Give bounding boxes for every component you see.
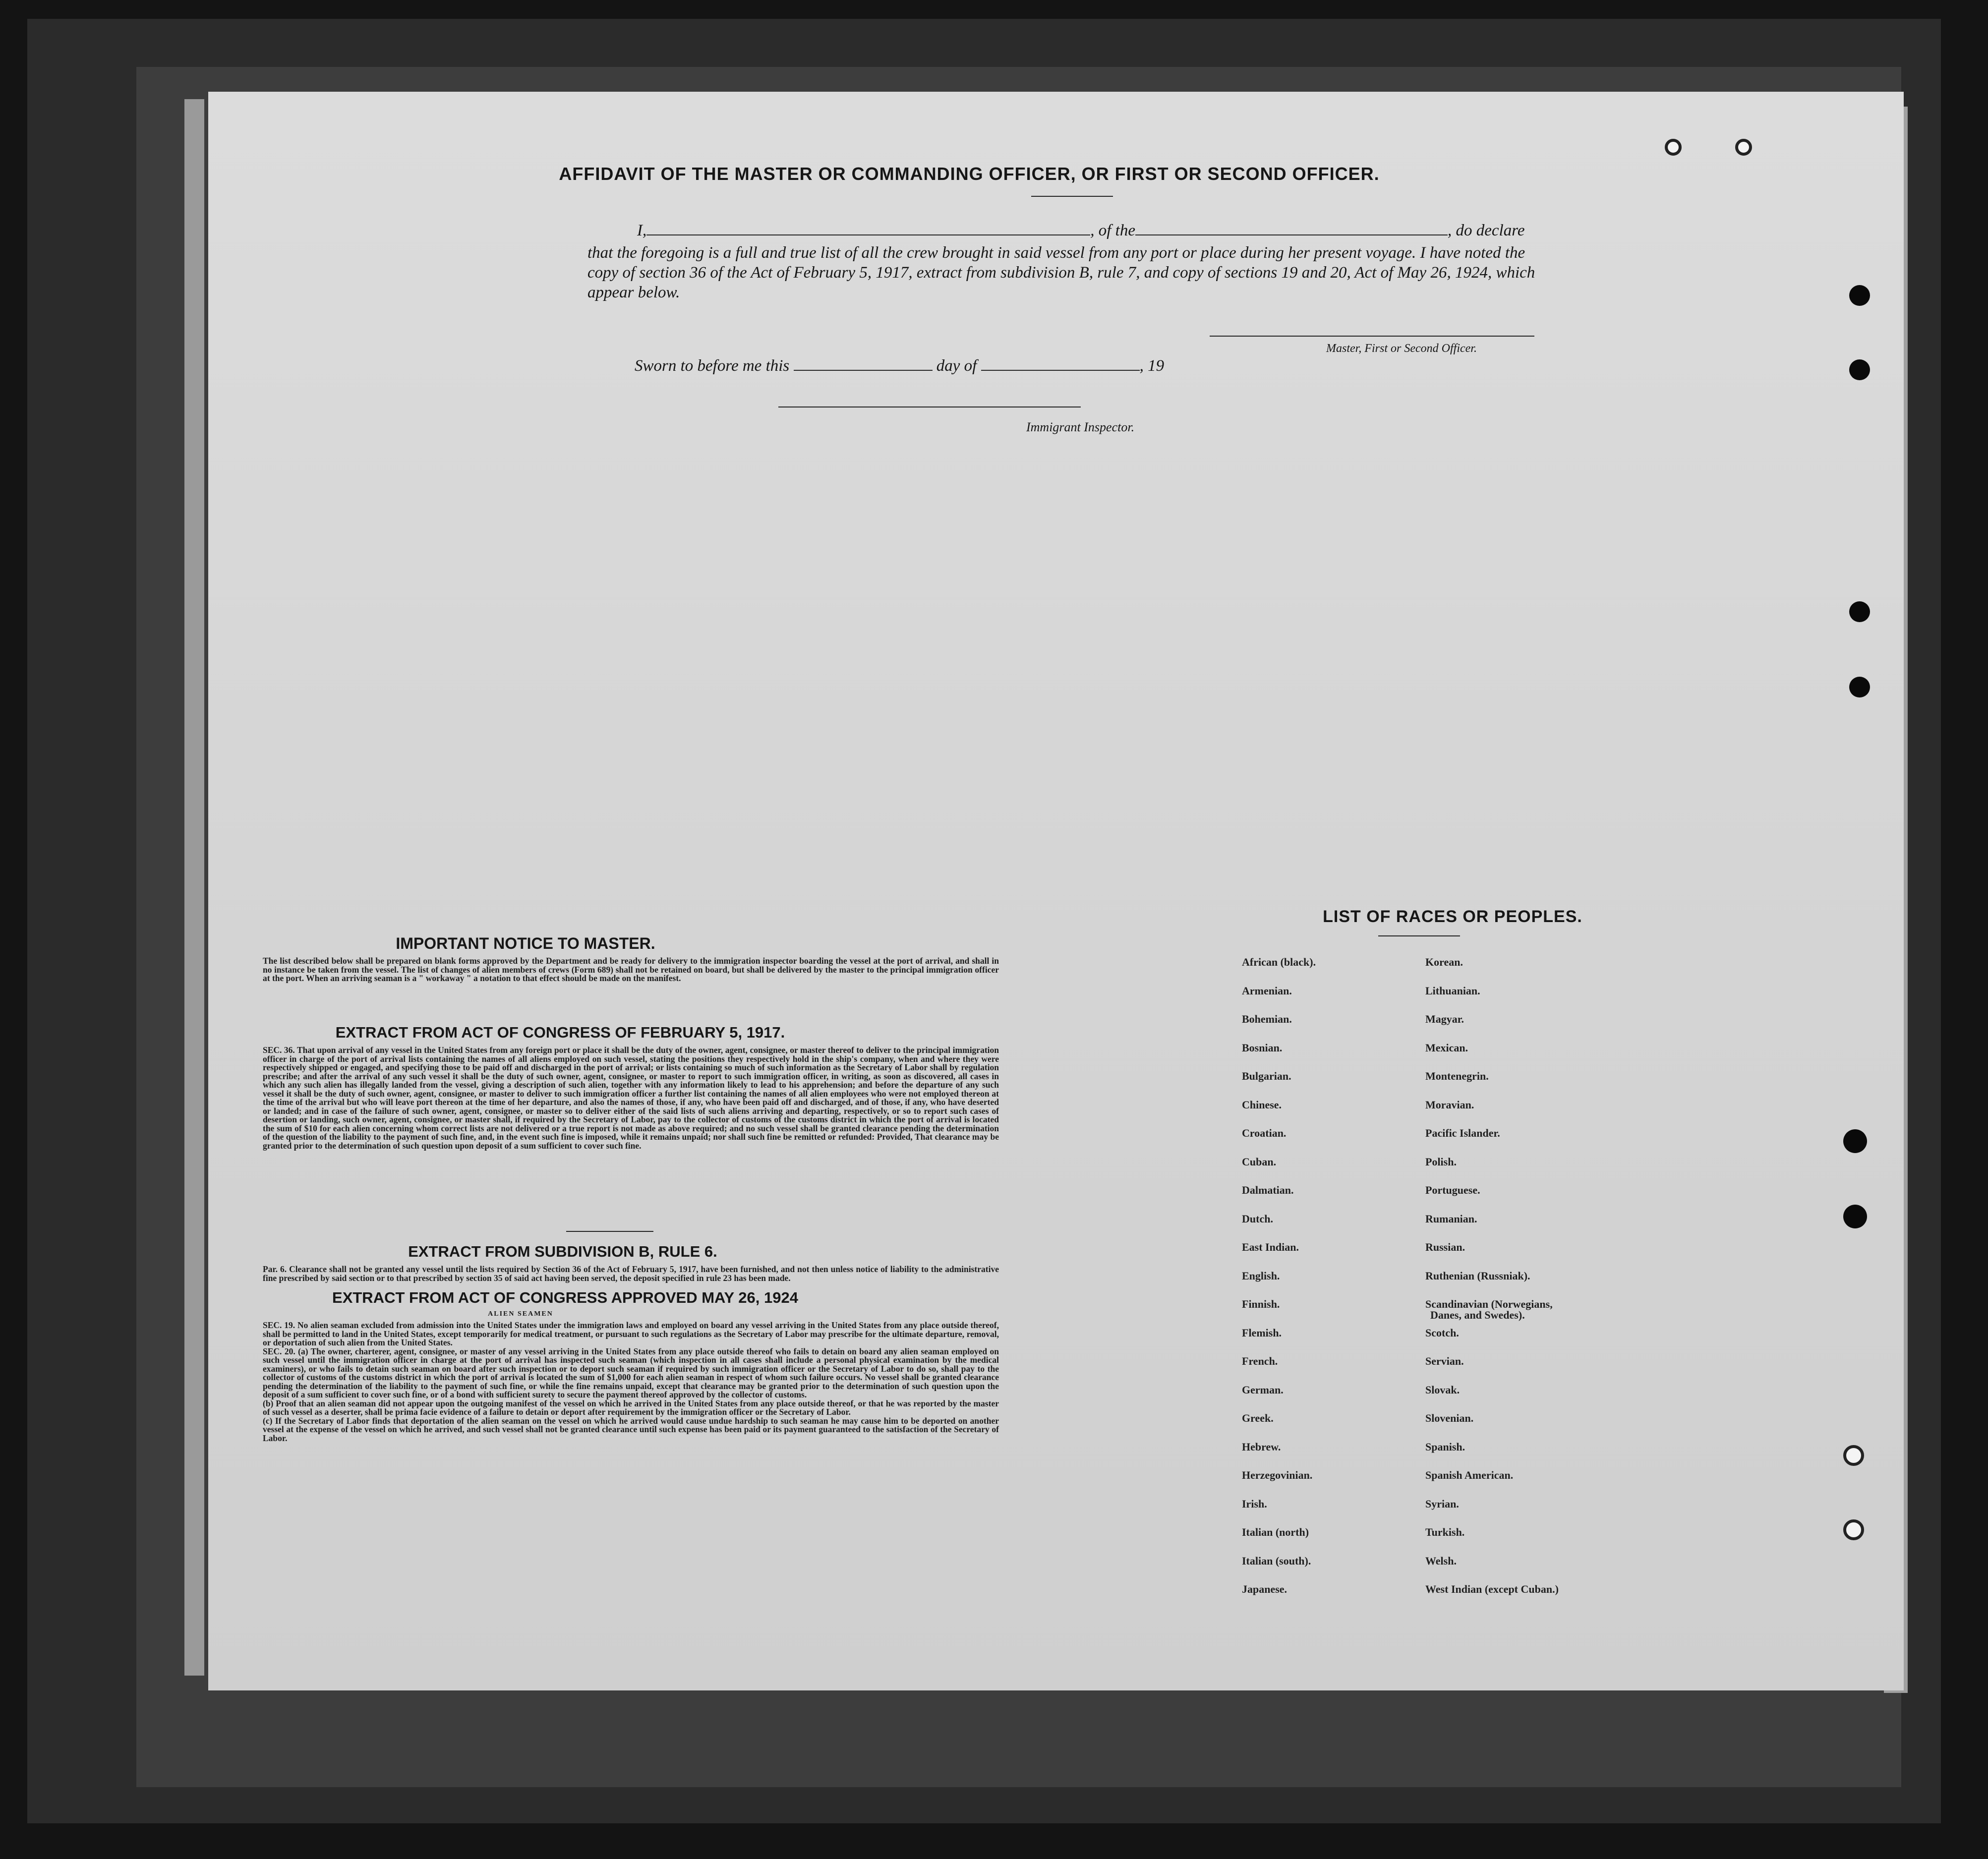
race-item: Russian.	[1425, 1241, 1465, 1253]
sworn-month-blank	[981, 370, 1140, 371]
section-divider	[566, 1231, 653, 1232]
underlying-page-edge	[184, 99, 204, 1676]
race-item: English.	[1242, 1269, 1280, 1282]
binder-hole	[1843, 1445, 1864, 1466]
binder-hole	[1849, 677, 1870, 697]
notice-title: IMPORTANT NOTICE TO MASTER.	[396, 934, 655, 952]
race-item: West Indian (except Cuban.)	[1425, 1583, 1559, 1595]
race-item: Italian (north)	[1242, 1526, 1309, 1538]
race-item: Servian.	[1425, 1355, 1464, 1367]
races-title-underline	[1378, 935, 1460, 936]
race-item: Ruthenian (Russniak).	[1425, 1269, 1530, 1282]
rule6-title: EXTRACT FROM SUBDIVISION B, RULE 6.	[408, 1243, 717, 1260]
race-item-continuation: Danes, and Swedes).	[1430, 1309, 1525, 1321]
race-item: Finnish.	[1242, 1298, 1280, 1310]
race-item: Turkish.	[1425, 1526, 1465, 1538]
sworn-line	[635, 357, 1164, 375]
race-item: Croatian.	[1242, 1127, 1286, 1139]
binder-hole	[1843, 1129, 1867, 1153]
vessel-name-blank	[1135, 234, 1448, 235]
race-item: Bosnian.	[1242, 1041, 1283, 1054]
sworn-day-blank	[794, 370, 933, 371]
race-item: Chinese.	[1242, 1098, 1282, 1111]
extract-1917-body: SEC. 36. That upon arrival of any vessel in the United States from any foreign port or place it shall be the duty of the owner, agent, consignee, or master thereof to deliver to the principal immigration officer in charge of the port of arrival lists containing the names of all aliens employed on such vessel, stating the positions they respectively hold in the ship's company, when and where they were respectively shipped or engaged, and specifying those to be paid off and discharged in the port of arrival; or lists containing so much of such information as the Secretary of Labor shall by regulation prescribe; and after the arrival of any such vessel it shall be the duty of such owner, agent, consignee, or master to report to such immigration officer, in writing, as soon as discovered, all cases in which any such alien has illegally landed from the vessel, giving a description of such alien, together with any information likely to lead to his apprehension; and before the departure of any such vessel it shall be the duty of such owner, agent, consignee, or master to deliver to such immigration officer a further list containing the names of all alien employees who were not employed thereon at the time of the arrival but who will leave port thereon at the time of her departure, and also the names of those, if any, who have been paid off and discharged, and of those, if any, who have deserted or landed; and in case of the failure of such owner, agent, consignee, or master so to deliver either of the said lists of such aliens arriving and departing, respectively, or so to report such cases of desertion or landing, such owner, agent, consignee, or master shall, if required by the Secretary of Labor, pay to the collector of customs of the customs district in which the port of arrival is located the sum of $10 for each alien concerning whom correct lists are not delivered or a true report is not made as above required; and no such vessel shall be granted clearance pending the determination of the question of the liability to the payment of such fine, and, in the event such fine is imposed, while it remains unpaid; nor shall such fine be remitted or refunded: Provided, That clearance may be granted prior to the determination of such question upon deposit of a sum sufficient to cover such fine.	[263, 1045, 999, 1151]
alien-seamen-subhead: ALIEN SEAMEN	[488, 1310, 553, 1318]
race-item: Syrian.	[1425, 1497, 1459, 1510]
notice-body: The list described below shall be prepared on blank forms approved by the Department and be ready for delivery to the immigration inspector boarding the vessel at the port of arrival, and shall in no instance be taken from the vessel. The list of changes of alien members of crews (Form 689) shall not be retained on board, but shall be delivered by the master to the principal immigration officer at the port. When an arriving seaman is a " workaway " a notation to that effect should be made on the manifest.	[263, 956, 999, 983]
race-item: Polish.	[1425, 1155, 1457, 1168]
race-item: Bulgarian.	[1242, 1070, 1291, 1082]
sec20b-paragraph: (b) Proof that an alien seaman did not appear upon the outgoing manifest of the vessel on which he arrived in the United States from any place outside thereof, or that he was reported by the master of such vessel as a deserter, shall be prima facie evidence of a failure to detain or deport after requirement by the immigration officer or the Secretary of Labor.	[263, 1398, 999, 1417]
document-page	[208, 92, 1904, 1690]
affidavit-declare-label: , do declare	[1447, 222, 1525, 239]
race-item: Lithuanian.	[1425, 984, 1480, 997]
affidavit-of-the-label: , of the	[1090, 222, 1135, 239]
race-item: Pacific Islander.	[1425, 1127, 1500, 1139]
race-item: Korean.	[1425, 956, 1463, 968]
binder-hole	[1849, 285, 1870, 306]
race-item: African (black).	[1242, 956, 1316, 968]
race-item: East Indian.	[1242, 1241, 1299, 1253]
race-item: Flemish.	[1242, 1326, 1282, 1339]
extract-1917-title: EXTRACT FROM ACT OF CONGRESS OF FEBRUARY 5, 1917.	[335, 1024, 785, 1041]
master-signature-line	[1210, 336, 1534, 337]
inspector-label: Immigrant Inspector.	[1026, 420, 1135, 434]
race-item: Welsh.	[1425, 1554, 1457, 1567]
binder-hole	[1665, 139, 1682, 156]
race-item: Dalmatian.	[1242, 1184, 1294, 1196]
rule6-body: Par. 6. Clearance shall not be granted any vessel until the lists required by Section 36 of the Act of February 5, 1917, have been furnished, and not then unless notice of liability to the administrative fine prescribed by said section or to that prescribed by section 35 of said act having been served, the deposit specified in rule 23 has been made.	[263, 1264, 999, 1283]
race-item: Slovak.	[1425, 1383, 1460, 1396]
race-item: Mexican.	[1425, 1041, 1468, 1054]
sec19-paragraph: SEC. 19. No alien seaman excluded from admission into the United States under the immigration laws and employed on board any vessel arriving in the United States from any place outside thereof, shall be permitted to land in the United States, except temporarily for medical treatment, or pursuant to such regulations as the Secretary of Labor may prescribe for the ultimate departure, removal, or deportation of such alien from the United States.	[263, 1320, 999, 1347]
binder-hole	[1735, 139, 1752, 156]
races-title: LIST OF RACES OR PEOPLES.	[1323, 907, 1582, 926]
year-prefix-label: , 19	[1139, 357, 1165, 375]
race-item: Bohemian.	[1242, 1013, 1292, 1025]
affidavit-declaration-line	[637, 222, 1524, 240]
race-item: Hebrew.	[1242, 1440, 1281, 1453]
race-item: Rumanian.	[1425, 1212, 1477, 1225]
race-item: Moravian.	[1425, 1098, 1474, 1111]
extract-1924-title: EXTRACT FROM ACT OF CONGRESS APPROVED MAY 26, 1924	[332, 1289, 798, 1306]
race-item: Montenegrin.	[1425, 1070, 1489, 1082]
affidavit-i-label: I,	[637, 222, 647, 239]
binder-hole	[1849, 359, 1870, 380]
race-item: Slovenian.	[1425, 1412, 1474, 1424]
race-item: Magyar.	[1425, 1013, 1464, 1025]
race-item: Spanish American.	[1425, 1469, 1514, 1481]
sec20a-paragraph: SEC. 20. (a) The owner, charterer, agent, consignee, or master of any vessel arriving in the United States from any place outside thereof who fails to detain on board any alien seaman employed on such vessel until the immigration officer in charge at the port of arrival has inspected such seaman (which inspection in all cases shall include a personal physical examination by the medical examiners), or who fails to detain such seaman on board after such inspection or to deport such seaman if required by such immigration officer or the Secretary of Labor to do so, shall pay to the collector of customs of the customs district in which the port of arrival is located the sum of $1,000 for each alien seaman in respect of whom such failure occurs. No vessel shall be granted clearance pending the determination of the liability to the payment of such fine, or while the fine remains unpaid, except that clearance may be granted prior to the determination of such question upon the deposit of a sum sufficient to cover such fine, or of a bond with sufficient surety to secure the payment thereof approved by the collector of customs.	[263, 1346, 999, 1399]
race-item: Irish.	[1242, 1497, 1267, 1510]
affidavit-title: AFFIDAVIT OF THE MASTER OR COMMANDING OFFICER, OR FIRST OR SECOND OFFICER.	[559, 164, 1380, 184]
race-item: Armenian.	[1242, 984, 1292, 997]
master-signature-label: Master, First or Second Officer.	[1326, 342, 1477, 355]
race-item: Scotch.	[1425, 1326, 1459, 1339]
race-item: Dutch.	[1242, 1212, 1273, 1225]
race-item: Japanese.	[1242, 1583, 1287, 1595]
binder-hole	[1843, 1519, 1864, 1540]
sec20c-paragraph: (c) If the Secretary of Labor finds that deportation of the alien seaman on the vessel on which he arrived would cause undue hardship to such seaman he may cause him to be deported on another vessel at the expense of the vessel on which he arrived, and such vessel shall not be granted clearance until such expense has been paid or its payment guaranteed to the satisfaction of the Secretary of Labor.	[263, 1415, 999, 1443]
race-item: Greek.	[1242, 1412, 1274, 1424]
race-item: Spanish.	[1425, 1440, 1465, 1453]
race-item: French.	[1242, 1355, 1278, 1367]
race-item: Scandinavian (Norwegians,	[1425, 1298, 1553, 1310]
sworn-before-label: Sworn to before me this	[635, 357, 790, 375]
extract-1924-body	[263, 1321, 999, 1443]
races-right-column	[1425, 957, 1559, 1613]
day-of-label: day of	[936, 357, 977, 375]
race-item: Portuguese.	[1425, 1184, 1480, 1196]
binder-hole	[1849, 601, 1870, 622]
race-item: Cuban.	[1242, 1155, 1277, 1168]
title-underline	[1031, 196, 1113, 197]
binder-hole	[1843, 1205, 1867, 1228]
races-left-column	[1242, 957, 1316, 1613]
officer-name-blank	[646, 234, 1090, 235]
affidavit-body: that the foregoing is a full and true list of all the crew brought in said vessel from any port or place during her present voyage. I have noted the copy of section 36 of the Act of February 5, 1917, extract from subdivision B, rule 7, and copy of sections 19 and 20, Act of May 26, 1924, which appear below.	[587, 244, 1535, 301]
race-item: Italian (south).	[1242, 1554, 1311, 1567]
race-item: Herzegovinian.	[1242, 1469, 1313, 1481]
race-item: German.	[1242, 1383, 1284, 1396]
